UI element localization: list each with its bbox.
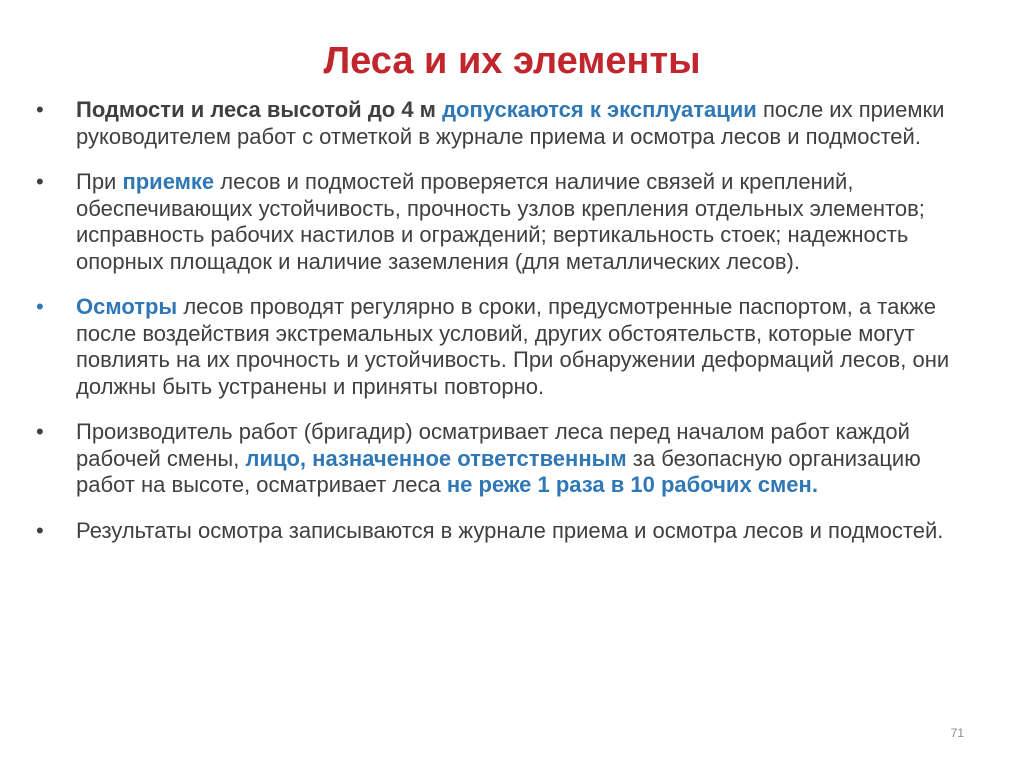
bullet-marker: • xyxy=(36,419,44,444)
highlighted-phrase: не реже 1 раза в 10 рабочих смен. xyxy=(446,472,818,497)
text-run: При xyxy=(76,169,123,194)
bullet-list xyxy=(36,97,976,563)
bullet-text xyxy=(76,518,943,543)
bullet-text xyxy=(76,169,925,274)
bullet-marker: • xyxy=(36,517,44,543)
text-run: за безопасную организацию работ на высоте, осматривает леса xyxy=(76,445,921,497)
bullet-marker: • xyxy=(36,294,44,319)
page-number: 71 xyxy=(950,726,964,740)
text-run: Результаты осмотра записываются в журнале приема и осмотра лесов и подмостей. xyxy=(76,517,944,543)
text-run: лесов проводят регулярно в сроки, предусмотренные паспортом, а также после воздействия экстремальных условий, других обстоятельств, которые могут повлиять на их прочность и устойчивость. При обнаружении деформаций лесов, они должны быть устранены и приняты повторно. xyxy=(76,294,950,399)
bullet-item xyxy=(36,419,976,499)
bullet-item xyxy=(36,294,976,400)
text-run: Производитель работ (бригадир) осматривает леса перед началом работ каждой рабочей смены, xyxy=(76,419,910,471)
text-run: после их приемки руководителем работ с отметкой в журнале приема и осмотра лесов и подмостей. xyxy=(76,97,945,149)
bullet-text xyxy=(76,97,944,149)
bullet-item xyxy=(36,97,976,150)
bullet-item xyxy=(36,518,976,545)
highlighted-phrase: допускаются к эксплуатации xyxy=(442,97,757,122)
slide-title: Леса и их элементы xyxy=(323,40,701,82)
bullet-marker: • xyxy=(36,169,44,194)
highlighted-phrase: приемке xyxy=(122,169,215,194)
bullet-item xyxy=(36,169,976,275)
bold-phrase: Подмости и леса высотой до 4 м xyxy=(76,97,436,122)
bullet-marker: • xyxy=(36,97,44,122)
bullet-text xyxy=(76,294,949,399)
text-run: лесов и подмостей проверяется наличие связей и креплений, обеспечивающих устойчивость, прочность узлов крепления отдельных элементов; исправность рабочих настилов и ограждений; вертикальность стоек; надежность опорных площадок и наличие заземления (для металлических лесов). xyxy=(76,169,925,274)
highlighted-phrase: лицо, назначенное ответственным xyxy=(245,445,627,471)
bullet-text xyxy=(76,419,921,497)
highlighted-phrase: Осмотры xyxy=(76,294,178,319)
